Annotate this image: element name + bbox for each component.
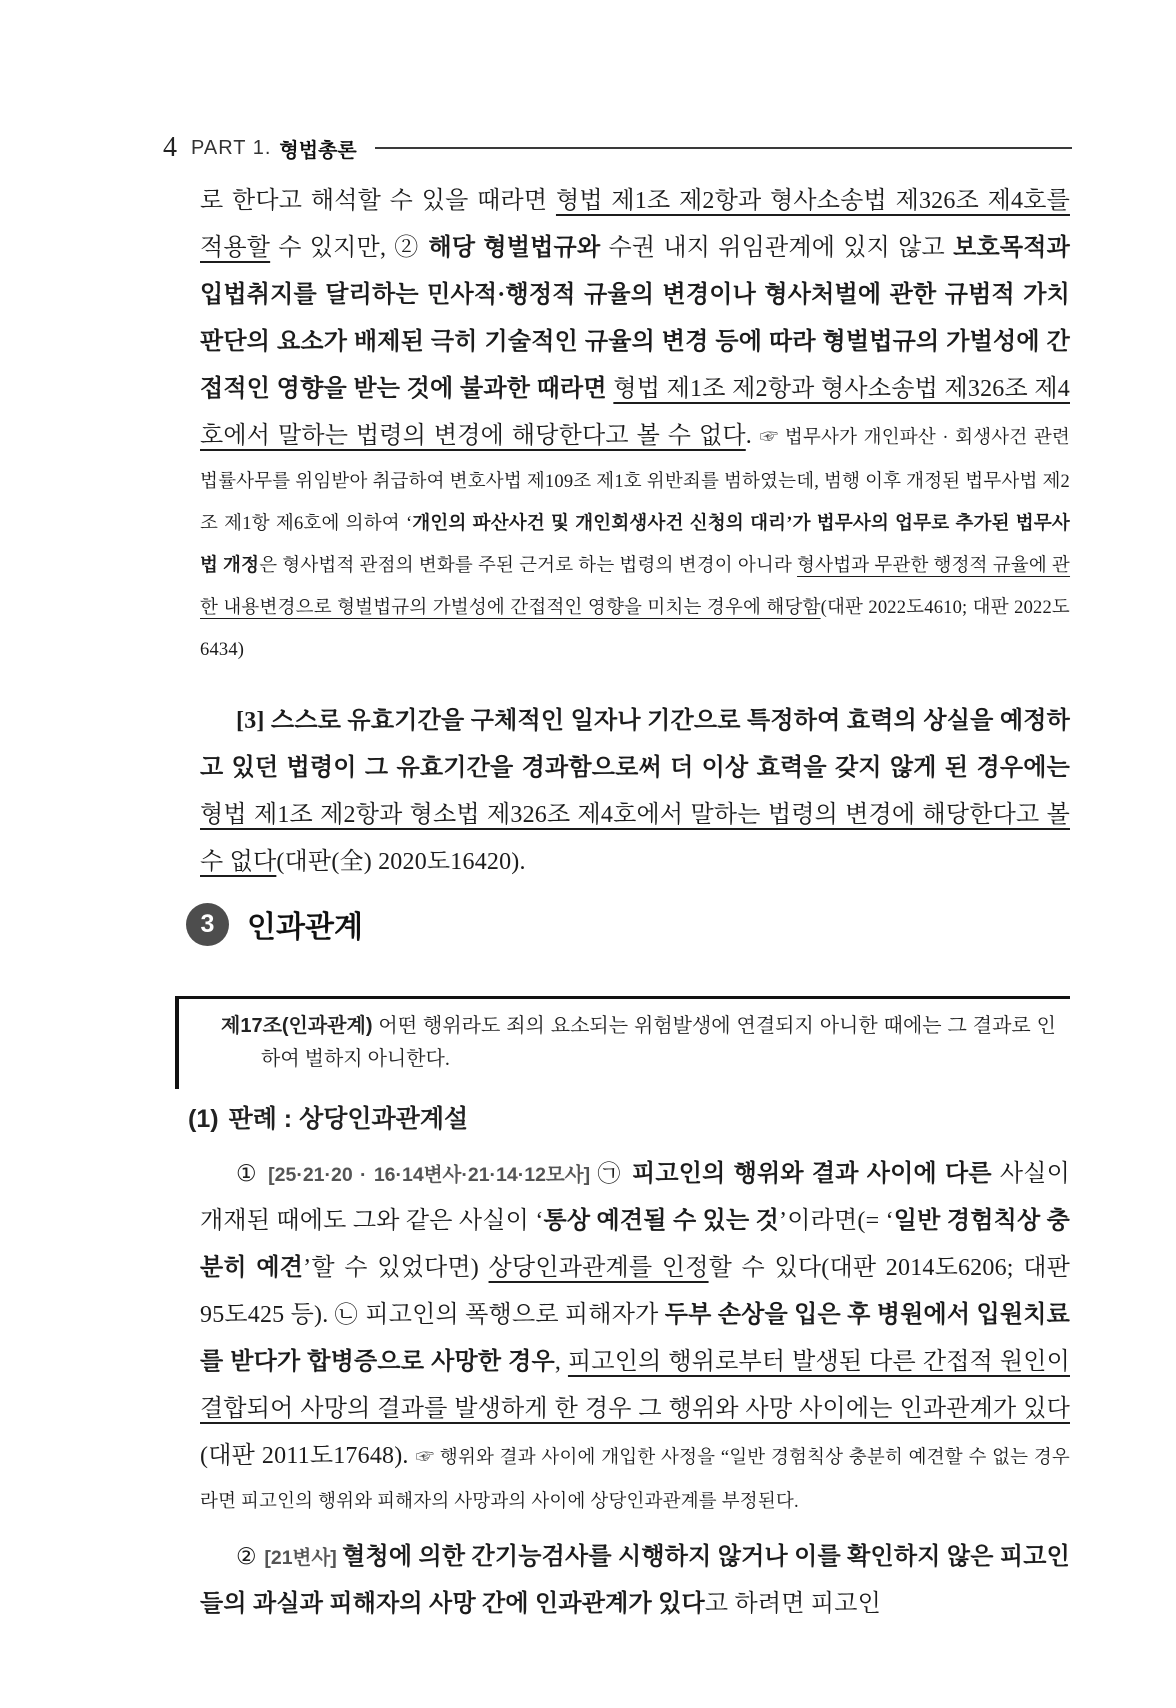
text-segment: 제17조(인과관계) — [221, 1015, 373, 1037]
text-segment: 통상 예견될 수 있는 것 — [543, 1208, 780, 1234]
text-segment: 행위와 결과 사이에 개입한 사정을 “일반 경험칙상 충분히 예견할 수 없는 경우라면 피고인의 행위와 피해자의 사망과의 사이에 상당인과관계를 부정된다. — [200, 1448, 1070, 1512]
text-segment: (대판(全) 2020도16420). — [276, 849, 526, 875]
statute-box-article-17 — [175, 996, 1070, 1089]
paragraph-case-point-3 — [200, 698, 1070, 886]
text-segment: 수 있지만, ② — [270, 235, 429, 261]
precedent-item-1 — [200, 1151, 1070, 1522]
text-segment: ① — [236, 1161, 269, 1187]
text-segment: 형법 제1조 제2항과 형소법 제326조 제4호에서 말하는 법령의 변경에 해당한다고 볼 수 없다 — [200, 802, 1070, 875]
text-segment: 피고인의 행위로부터 발생된 다른 간접적 원인이 결합되어 사망의 결과를 발생하게 한 경우 그 행위와 사망 사이에는 인과관계가 있다 — [200, 1349, 1070, 1422]
text-segment: 해당 형벌법규와 — [428, 235, 601, 261]
text-segment: 보호목적과 입법취지를 달리하는 민사적·행정적 규율의 변경이나 형사처벌에 관한 규범적 가치판단의 요소가 배제된 극히 기술적인 규율의 변경 등에 따라 형벌법규의 가벌성에 간접적인 영향을 받는 것에 불과한 때라면 — [200, 235, 1070, 402]
text-segment: ☞ — [415, 1448, 440, 1468]
precedent-item-2 — [200, 1534, 1070, 1628]
statute-text — [221, 1010, 1056, 1076]
text-segment: (대판 2011도17648). — [200, 1443, 416, 1469]
text-segment: ’할 수 있었다면) — [303, 1255, 489, 1281]
text-segment: 두부 손상을 입은 후 병원에서 입원치료를 받다가 합병증으로 사망한 경우 — [200, 1302, 1070, 1375]
text-segment: 은 형사법적 관점의 변화를 주된 근거로 하는 법령의 변경이 아니라 — [259, 556, 798, 576]
subsection-label: (1) — [188, 1105, 219, 1133]
text-segment: 형사법과 무관한 행정적 규율에 관한 내용변경으로 형벌법규의 가벌성에 간접적인 영향을 미치는 경우에 해당함 — [200, 556, 1071, 618]
text-segment: [3] 스스로 유효기간을 구체적인 일자나 기간으로 특정하여 효력의 상실을 예정하고 있던 법령이 그 유효기간을 경과함으로써 더 이상 효력을 갖지 않게 된 경우에는 — [200, 708, 1070, 781]
text-segment: 개인의 파산사건 및 개인회생사건 신청의 대리’가 법무사의 업무로 추가된 법무사법 개정 — [200, 514, 1070, 576]
text-segment: [21변사] — [264, 1547, 343, 1569]
text-segment: 사실이 개재된 때에도 그와 같은 사실이 ‘ — [200, 1161, 1070, 1234]
section-number-badge: 3 — [186, 903, 229, 946]
text-segment: (대판 2022도4610; 대판 2022도6434) — [200, 598, 1070, 660]
text-segment: 피고인의 행위와 결과 사이에 다른 — [631, 1161, 992, 1187]
text-segment: 일반 경험칙상 충분히 예견 — [200, 1208, 1070, 1281]
text-segment: ㉡ — [334, 1302, 366, 1328]
section-heading-causation — [186, 902, 1070, 946]
text-segment: ② — [236, 1544, 265, 1570]
text-segment: 혈청에 의한 간기능검사를 시행하지 않거나 이를 확인하지 않은 피고인들의 과실과 피해자의 사망 간에 인과관계가 있다 — [200, 1544, 1070, 1617]
text-segment: 로 한다고 해석할 수 있을 때라면 — [200, 188, 556, 214]
running-head — [163, 132, 1072, 164]
page-content — [188, 178, 1071, 1628]
header-rule — [375, 147, 1072, 149]
page-number: 4 — [163, 132, 177, 163]
part-label: PART 1. — [191, 136, 272, 159]
text-segment: ㉠ — [597, 1161, 632, 1187]
text-segment: , — [554, 1349, 568, 1375]
text-segment: 피고인의 폭행으로 피해자가 — [365, 1302, 665, 1328]
paragraph-law-change-continuation — [200, 178, 1070, 670]
text-segment: [25·21·20 · 16·14변사·21·14·12모사] — [268, 1164, 598, 1186]
subsection-heading-precedent — [188, 1099, 1070, 1135]
subsection-title: 판례 : 상당인과관계설 — [228, 1105, 469, 1133]
text-segment: 수권 내지 위임관계에 있지 않고 — [600, 235, 954, 261]
text-segment: 할 수 있다(대판 2014도6206; 대판 95도425 등). — [200, 1255, 1070, 1328]
text-segment: 형법 제1조 제2항과 형사소송법 제326조 제4호에서 말하는 법령의 변경에 해당한다고 볼 수 없다 — [200, 376, 1070, 449]
text-segment: . — [745, 423, 760, 449]
text-segment: 법무사가 개인파산 · 회생사건 관련 법률사무를 위임받아 취급하여 변호사법 제109조 제1호 위반죄를 범하였는데, 범행 이후 개정된 법무사법 제2조 제1항 제6호에 의하여 ‘ — [200, 428, 1071, 534]
text-segment: 고 하려면 피고인 — [704, 1591, 881, 1617]
text-segment: 어떤 행위라도 죄의 요소되는 위험발생에 연결되지 아니한 때에는 그 결과로 인하여 벌하지 아니한다. — [261, 1015, 1056, 1070]
text-segment: 형법 제1조 제2항과 형사소송법 제326조 제4호를 적용할 — [200, 188, 1070, 261]
text-segment: ’이라면(= ‘ — [779, 1208, 894, 1234]
part-title: 형법총론 — [279, 139, 357, 162]
text-segment: ☞ — [759, 428, 785, 448]
section-title: 인과관계 — [247, 911, 363, 944]
text-segment: 상당인과관계를 인정 — [488, 1255, 709, 1281]
